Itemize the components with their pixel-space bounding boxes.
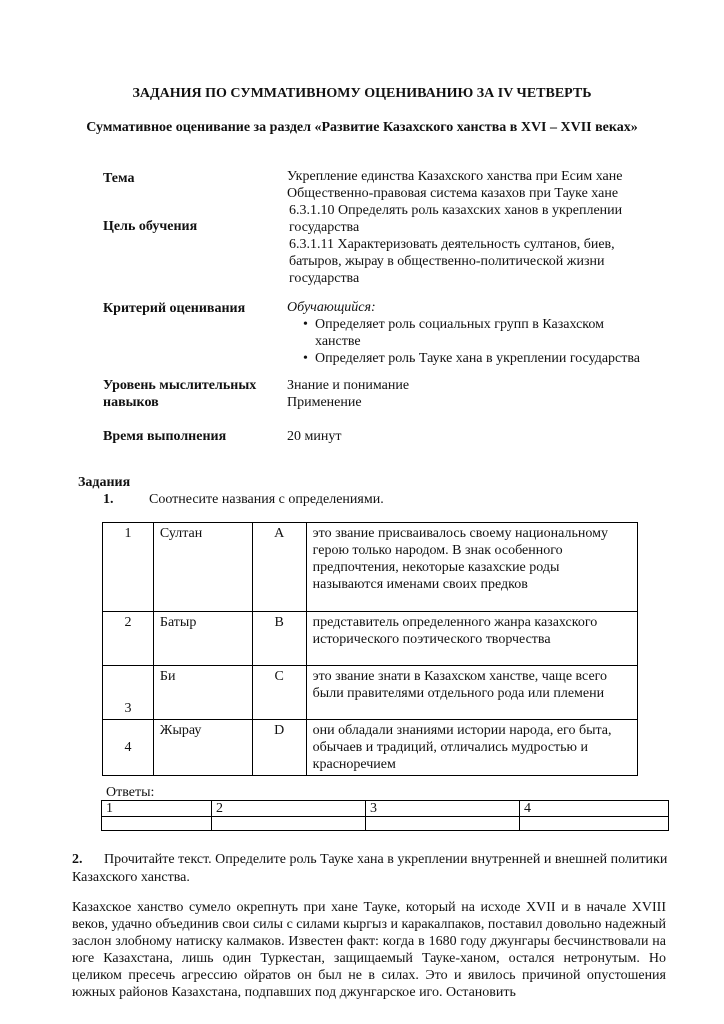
row-term: Батыр [153, 612, 252, 666]
answer-header: 2 [212, 801, 366, 817]
answer-header: 3 [366, 801, 520, 817]
reading-paragraph: Казахское ханство сумело окрепнуть при хане Тауке, который на исходе XVII и в начале XVIII веков, удачно объединив свои силы с силами кыргыз и каракалпаков, поставил довольно надежный заслон злобному натиску калмаков. Известен факт: когда в 1680 году джунгары бесчинствовали на юге Казахстана, лишь один Туркестан, защищаемый Тауке-ханом, остался нетронутым. Но целиком пресечь агрессию ойратов он был не в силах. Это и явилось причиной опустошения южных районов Казахстана, подпавших под джунгарское иго. Остановить [72, 900, 666, 1000]
level-label-line: Уровень мыслительных [103, 378, 257, 393]
page-subtitle: Суммативное оценивание за раздел «Развитие Казахского ханства в XVI – XVII веках» [86, 120, 638, 135]
topic-line: Общественно-правовая система казахов при Тауке хане [287, 186, 619, 201]
answer-cell[interactable] [212, 817, 366, 831]
task2-number: 2. [72, 852, 83, 867]
criteria-list [287, 316, 677, 367]
table-row [103, 612, 638, 666]
page-title: ЗАДАНИЯ ПО СУММАТИВНОМУ ОЦЕНИВАНИЮ ЗА IV ЧЕТВЕРТЬ [132, 86, 592, 101]
criteria-item: • Определяет роль Тауке хана в укреплении государства [301, 350, 677, 367]
goal-line: 6.3.1.11 Характеризовать деятельность султанов, биев, [289, 237, 615, 252]
table-row [103, 720, 638, 776]
row-number: 4 [103, 720, 154, 776]
goal-line: государства [289, 220, 360, 235]
row-letter: D [252, 720, 306, 776]
answers-table [101, 800, 669, 831]
topic-line: Укрепление единства Казахского ханства при Есим хане [287, 169, 623, 184]
task2-block [72, 851, 672, 887]
task2-text: Прочитайте текст. Определите роль Тауке хана в укреплении внутренней и внешней политики Казахского ханства. [72, 852, 668, 885]
goal-value [289, 202, 689, 287]
row-definition: представитель определенного жанра казахского исторического поэтического творчества [306, 612, 637, 666]
criteria-label: Критерий оценивания [103, 301, 246, 316]
level-label [103, 377, 256, 411]
row-term: Жырау [153, 720, 252, 776]
row-letter: С [252, 666, 306, 720]
goal-line: батыров, жырау в общественно-политической жизни [289, 254, 605, 269]
answer-cell[interactable] [366, 817, 520, 831]
time-value: 20 минут [287, 429, 342, 444]
topic-label: Тема [103, 171, 135, 186]
row-number: 3 [103, 666, 154, 720]
row-number: 1 [103, 523, 154, 612]
goal-label: Цель обучения [103, 219, 198, 234]
answers-header-row [102, 801, 669, 817]
row-definition: это звание знати в Казахском ханстве, чаще всего были правителями отдельного рода или племени [306, 666, 637, 720]
criteria-value [287, 299, 677, 367]
goal-line: государства [289, 271, 360, 286]
answers-label: Ответы: [106, 785, 155, 800]
answers-input-row [102, 817, 669, 831]
row-number: 2 [103, 612, 154, 666]
goal-line: 6.3.1.10 Определять роль казахских ханов в укреплении [289, 203, 623, 218]
row-letter: В [252, 612, 306, 666]
criteria-intro: Обучающийся: [287, 300, 376, 315]
criteria-item: • Определяет роль социальных групп в Казахском ханстве [301, 316, 625, 350]
row-term: Би [153, 666, 252, 720]
level-label-line: навыков [103, 395, 159, 410]
time-label: Время выполнения [103, 429, 227, 444]
table-row [103, 666, 638, 720]
level-line: Знание и понимание [287, 378, 410, 393]
answer-cell[interactable] [520, 817, 669, 831]
topic-value [287, 168, 687, 202]
answer-header: 4 [520, 801, 669, 817]
task1-text: Соотнесите названия с определениями. [149, 492, 384, 507]
answer-header: 1 [102, 801, 212, 817]
table-row [103, 523, 638, 612]
row-term: Султан [153, 523, 252, 612]
answer-cell[interactable] [102, 817, 212, 831]
tasks-heading: Задания [78, 475, 131, 490]
level-line: Применение [287, 395, 362, 410]
task1-number: 1. [103, 492, 114, 507]
row-definition: они обладали знаниями истории народа, его быта, обычаев и традиций, отличались мудростью и красноречием [306, 720, 637, 776]
matching-table [102, 522, 638, 776]
level-value [287, 377, 409, 411]
row-letter: А [252, 523, 306, 612]
row-definition: это звание присваивалось своему национальному герою только народом. В знак особенного предпочтения, некоторые казахские роды называются именами своих предков [306, 523, 637, 612]
